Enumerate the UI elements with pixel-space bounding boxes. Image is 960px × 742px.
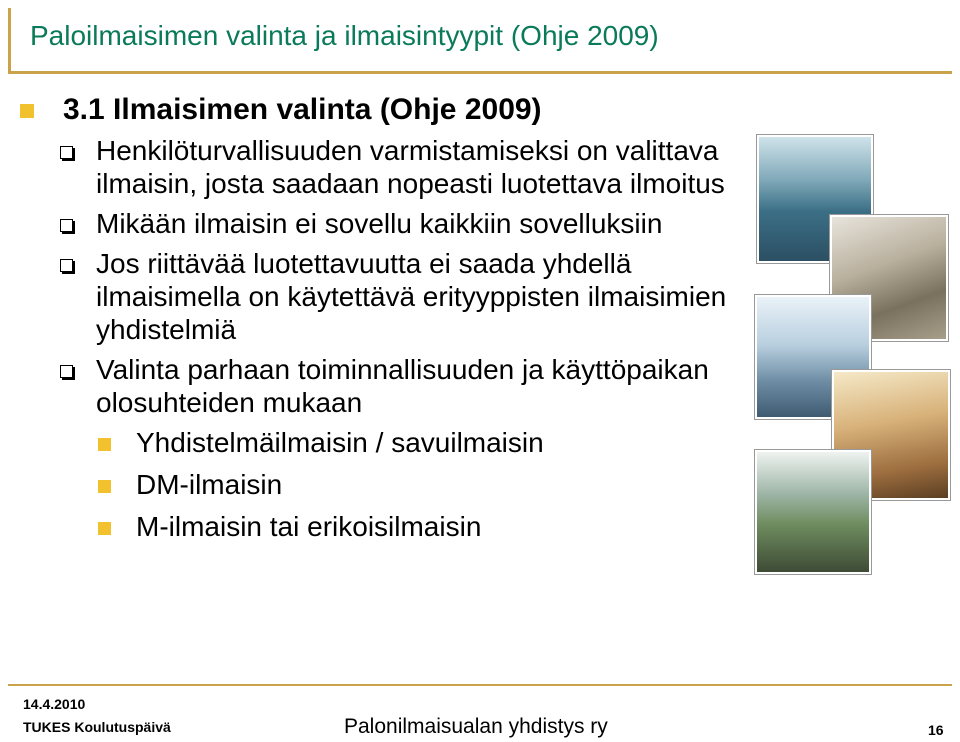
section-heading-text: 3.1 Ilmaisimen valinta (Ohje 2009) <box>63 93 542 126</box>
footer-organization: Palonilmaisualan yhdistys ry <box>344 715 608 738</box>
list-item <box>18 247 738 346</box>
photo-supermarket <box>755 450 871 574</box>
checkbox-bullet-icon <box>60 365 73 378</box>
list-item <box>18 353 738 419</box>
section-heading <box>18 92 738 128</box>
list-item-text: Henkilöturvallisuuden varmistamiseksi on valittava ilmaisin, josta saadaan nopeasti luotettava ilmoitus <box>96 135 725 199</box>
list-item-text: Valinta parhaan toiminnallisuuden ja käyttöpaikan olosuhteiden mukaan <box>96 354 709 418</box>
square-bullet-icon <box>98 522 111 535</box>
checkbox-bullet-icon <box>60 146 73 159</box>
sub-list-item <box>18 510 738 543</box>
sub-list-item-text: DM-ilmaisin <box>136 469 283 500</box>
sub-list-item <box>18 468 738 501</box>
slide-title: Paloilmaisimen valinta ja ilmaisintyypit (Ohje 2009) <box>30 20 659 51</box>
footer-date: 14.4.2010 <box>23 696 86 712</box>
list-item-text: Mikään ilmaisin ei sovellu kaikkiin sovelluksiin <box>96 208 663 239</box>
square-bullet-icon <box>20 104 34 118</box>
footer-divider <box>8 684 952 686</box>
square-bullet-icon <box>98 438 111 451</box>
checkbox-bullet-icon <box>60 219 73 232</box>
page-number: 16 <box>928 722 944 738</box>
sub-list-item <box>18 426 738 459</box>
footer-event: TUKES Koulutuspäivä <box>23 719 171 735</box>
sub-list-item-text: M-ilmaisin tai erikoisilmaisin <box>136 511 482 542</box>
checkbox-bullet-icon <box>60 259 73 272</box>
slide-content <box>18 92 738 552</box>
photo-collage <box>752 130 952 576</box>
sub-list-item-text: Yhdistelmäilmaisin / savuilmaisin <box>136 427 544 458</box>
list-item-text: Jos riittävää luotettavuutta ei saada yhdellä ilmaisimella on käytettävä erityyppisten ilmaisimien yhdistelmiä <box>96 248 727 345</box>
square-bullet-icon <box>98 480 111 493</box>
list-item <box>18 207 738 240</box>
list-item <box>18 134 738 200</box>
